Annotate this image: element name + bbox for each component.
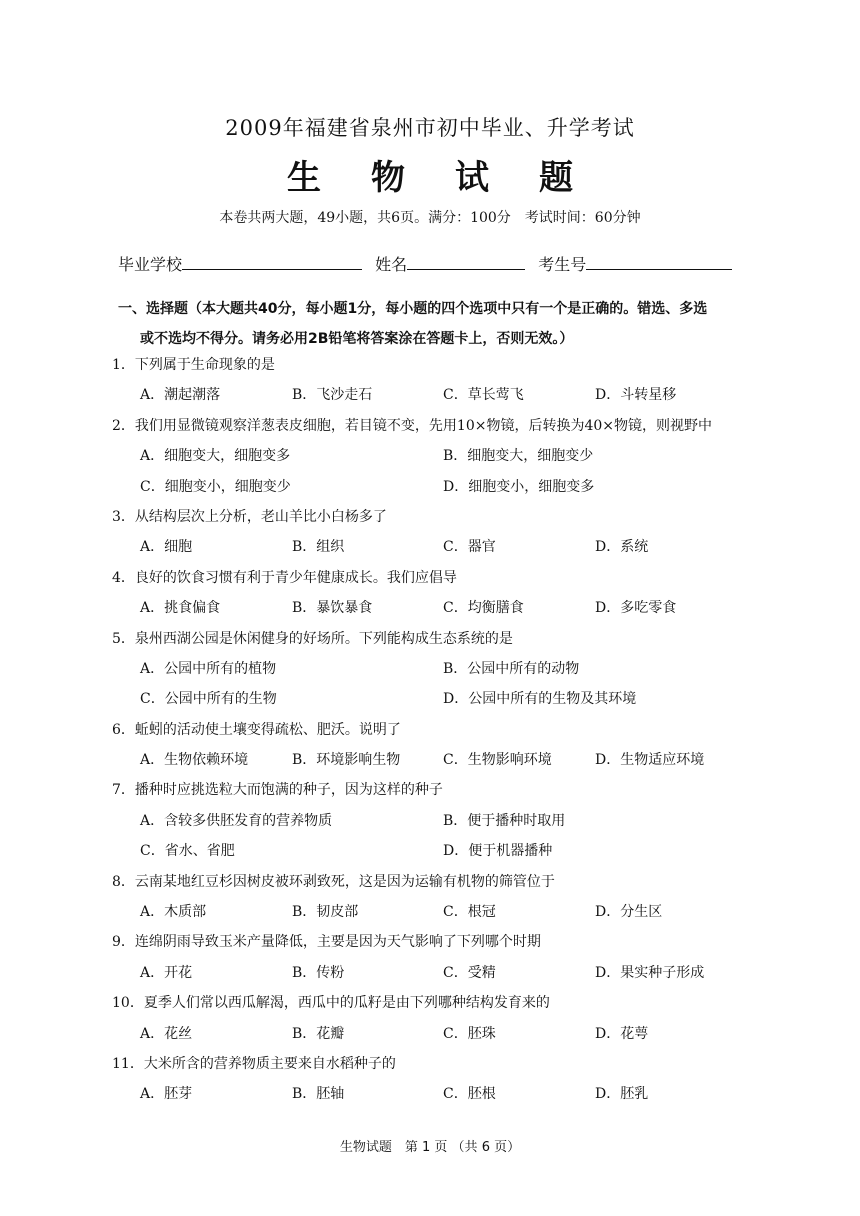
option-row: [112, 897, 752, 927]
answer-option: C．省水、省肥: [140, 843, 235, 860]
name-blank[interactable]: [407, 253, 525, 270]
option-row: [112, 441, 752, 471]
exam-subject: 生物试题: [287, 158, 623, 198]
section-line-1: 一、选择题（本大题共40分，每小题1分，每小题的四个选项中只有一个是正确的。错选、多选: [118, 301, 708, 317]
answer-option: C．均衡膳食: [443, 600, 524, 617]
answer-option: B．韧皮部: [292, 904, 359, 921]
answer-option: B．飞沙走石: [292, 387, 373, 404]
answer-option: C．公园中所有的生物: [140, 691, 277, 708]
option-row: [112, 380, 752, 410]
answer-option: D．系统: [595, 539, 649, 556]
answer-option: B．细胞变大，细胞变少: [443, 448, 594, 465]
option-row: [112, 532, 752, 562]
question-stem: 11．大米所含的营养物质主要来自水稻种子的: [112, 1055, 396, 1072]
answer-option: C．根冠: [443, 904, 496, 921]
answer-option: A．花丝: [140, 1025, 193, 1042]
answer-option: D．便于机器播种: [443, 843, 553, 860]
question-stem: 6．蚯蚓的活动使土壤变得疏松、肥沃。说明了: [112, 721, 401, 738]
option-row: [112, 745, 752, 775]
answer-option: A．生物依赖环境: [140, 752, 249, 769]
student-info: [118, 252, 740, 275]
school-blank[interactable]: [182, 253, 362, 270]
school-label: 毕业学校: [118, 255, 183, 274]
option-row: [112, 806, 752, 836]
exam-title: 2009年福建省泉州市初中毕业、升学考试: [225, 116, 635, 140]
question-stem: 8．云南某地红豆杉因树皮被环剥致死，这是因为运输有机物的筛管位于: [112, 873, 555, 890]
question-list: [112, 350, 752, 1110]
answer-option: D．果实种子形成: [595, 964, 705, 981]
answer-option: B．胚轴: [292, 1086, 345, 1103]
page-footer: 生物试题 第 1 页 （共 6 页）: [339, 1140, 521, 1155]
answer-option: B．公园中所有的动物: [443, 660, 580, 677]
answer-option: A．细胞变大，细胞变多: [140, 448, 291, 465]
answer-option: B．环境影响生物: [292, 752, 401, 769]
answer-option: D．花萼: [595, 1025, 649, 1042]
answer-option: B．便于播种时取用: [443, 812, 566, 829]
answer-option: A．公园中所有的植物: [140, 660, 277, 677]
option-row: [112, 654, 752, 684]
answer-option: C．器官: [443, 539, 496, 556]
section-heading: [118, 294, 758, 354]
option-row: [112, 472, 752, 502]
answer-option: B．传粉: [292, 964, 345, 981]
number-label: 考生号: [538, 255, 587, 274]
answer-option: B．花瓣: [292, 1025, 345, 1042]
answer-option: A．含较多供胚发育的营养物质: [140, 812, 333, 829]
option-row: [112, 684, 752, 714]
answer-option: D．斗转星移: [595, 387, 677, 404]
answer-option: C．受精: [443, 964, 496, 981]
answer-option: A．挑食偏食: [140, 600, 221, 617]
option-row: [112, 836, 752, 866]
answer-option: C．胚珠: [443, 1025, 496, 1042]
answer-option: C．胚根: [443, 1086, 496, 1103]
question-stem: 4．良好的饮食习惯有利于青少年健康成长。我们应倡导: [112, 569, 457, 586]
option-row: [112, 1019, 752, 1049]
question-stem: 5．泉州西湖公园是休闲健身的好场所。下列能构成生态系统的是: [112, 630, 513, 647]
answer-option: A．潮起潮落: [140, 387, 221, 404]
answer-option: D．公园中所有的生物及其环境: [443, 691, 637, 708]
answer-option: A．木质部: [140, 904, 207, 921]
option-row: [112, 1079, 752, 1109]
option-row: [112, 958, 752, 988]
answer-option: A．开花: [140, 964, 193, 981]
number-blank[interactable]: [586, 253, 732, 270]
answer-option: B．暴饮暴食: [292, 600, 373, 617]
question-stem: 9．连绵阴雨导致玉米产量降低，主要是因为天气影响了下列哪个时期: [112, 934, 541, 951]
exam-note: 本卷共两大题，49小题，共6页。满分：100分 考试时间：60分钟: [219, 210, 641, 226]
answer-option: D．胚乳: [595, 1086, 649, 1103]
question-stem: 1．下列属于生命现象的是: [112, 357, 275, 373]
answer-option: C．生物影响环境: [443, 752, 552, 769]
answer-option: C．细胞变小，细胞变少: [140, 478, 291, 495]
option-row: [112, 593, 752, 623]
question-stem: 7．播种时应挑选粒大而饱满的种子，因为这样的种子: [112, 782, 443, 799]
answer-option: C．草长莺飞: [443, 387, 524, 404]
answer-option: B．组织: [292, 539, 345, 556]
answer-option: D．细胞变小，细胞变多: [443, 478, 595, 495]
answer-option: A．胚芽: [140, 1086, 193, 1103]
question-stem: 2．我们用显微镜观察洋葱表皮细胞，若目镜不变，先用10×物镜，后转换为40×物镜，则视野中: [112, 417, 712, 434]
section-line-2: 或不选均不得分。请务必用2B铅笔将答案涂在答题卡上，否则无效。）: [140, 331, 574, 347]
answer-option: D．分生区: [595, 904, 663, 921]
answer-option: A．细胞: [140, 539, 193, 556]
question-stem: 10．夏季人们常以西瓜解渴，西瓜中的瓜籽是由下列哪种结构发育来的: [112, 995, 550, 1012]
answer-option: D．生物适应环境: [595, 752, 705, 769]
name-label: 姓名: [375, 255, 408, 274]
answer-option: D．多吃零食: [595, 600, 677, 617]
question-stem: 3．从结构层次上分析，老山羊比小白杨多了: [112, 508, 387, 525]
